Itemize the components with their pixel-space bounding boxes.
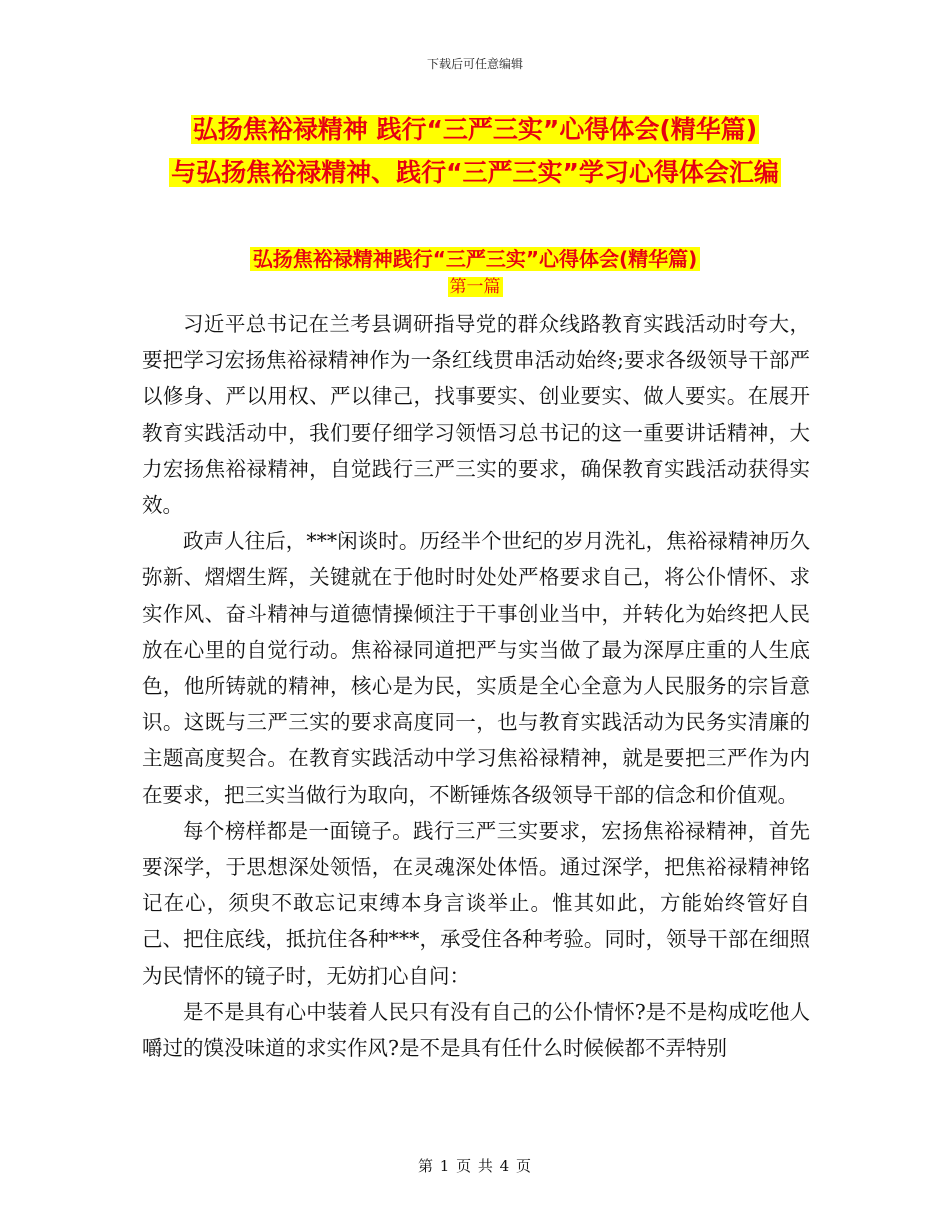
- page-footer: 第 1 页 共 4 页: [418, 1157, 532, 1175]
- main-title-line-2: [0, 155, 950, 191]
- paragraph: 每个榜样都是一面镜子。践行三严三实要求，宏扬焦裕禄精神，首先要深学，于思想深处领悟，在灵魂深处体悟。通过深学，把焦裕禄精神铭记在心，须臾不敢忘记束缚本身言谈举止。惟其如此，方能始终管好自己、把住底线，抵抗住各种***，承受住各种考验。同时，领导干部在细照为民情怀的镜子时，无妨扪心自问：: [142, 818, 810, 988]
- body-text: [142, 306, 810, 1066]
- chapter-label: [0, 275, 950, 299]
- main-title-line-2-text: 与弘扬焦裕禄精神、践行“三严三实”学习心得体会汇编: [171, 158, 779, 187]
- section-title: [0, 245, 950, 273]
- main-title-line-1: [0, 112, 950, 148]
- header-note: 下载后可任意编辑: [426, 57, 523, 71]
- paragraph: 是不是具有心中装着人民只有没有自己的公仆情怀?是不是构成吃他人嚼过的馍没味道的求实作风?是不是具有任什么时候候都不弄特别: [142, 999, 810, 1061]
- paragraph: 政声人往后，***闲谈时。历经半个世纪的岁月洗礼，焦裕禄精神历久弥新、熠熠生辉，关键就在于他时时处处严格要求自己，将公仆情怀、求实作风、奋斗精神与道德情操倾注于干事创业当中，并转化为始终把人民放在心里的自觉行动。焦裕禄同道把严与实当做了最为深厚庄重的人生底色，他所铸就的精神，核心是为民，实质是全心全意为人民服务的宗旨意识。这既与三严三实的要求高度同一，也与教育实践活动为民务实清廉的主题高度契合。在教育实践活动中学习焦裕禄精神，就是要把三严作为内在要求，把三实当做行为取向，不断锤炼各级领导干部的信念和价值观。: [142, 529, 810, 807]
- main-title-line-1-text: 弘扬焦裕禄精神 践行“三严三实”心得体会(精华篇): [192, 115, 758, 144]
- chapter-label-text: 第一篇: [449, 277, 501, 297]
- paragraph: 习近平总书记在兰考县调研指导党的群众线路教育实践活动时夸大，要把学习宏扬焦裕禄精神作为一条红线贯串活动始终;要求各级领导干部严以修身、严以用权、严以律己，找事要实、创业要实、做人要实。在展开教育实践活动中，我们要仔细学习领悟习总书记的这一重要讲话精神，大力宏扬焦裕禄精神，自觉践行三严三实的要求，确保教育实践活动获得实效。: [142, 312, 810, 518]
- section-title-text: 弘扬焦裕禄精神践行“三严三实”心得体会(精华篇): [250, 247, 701, 271]
